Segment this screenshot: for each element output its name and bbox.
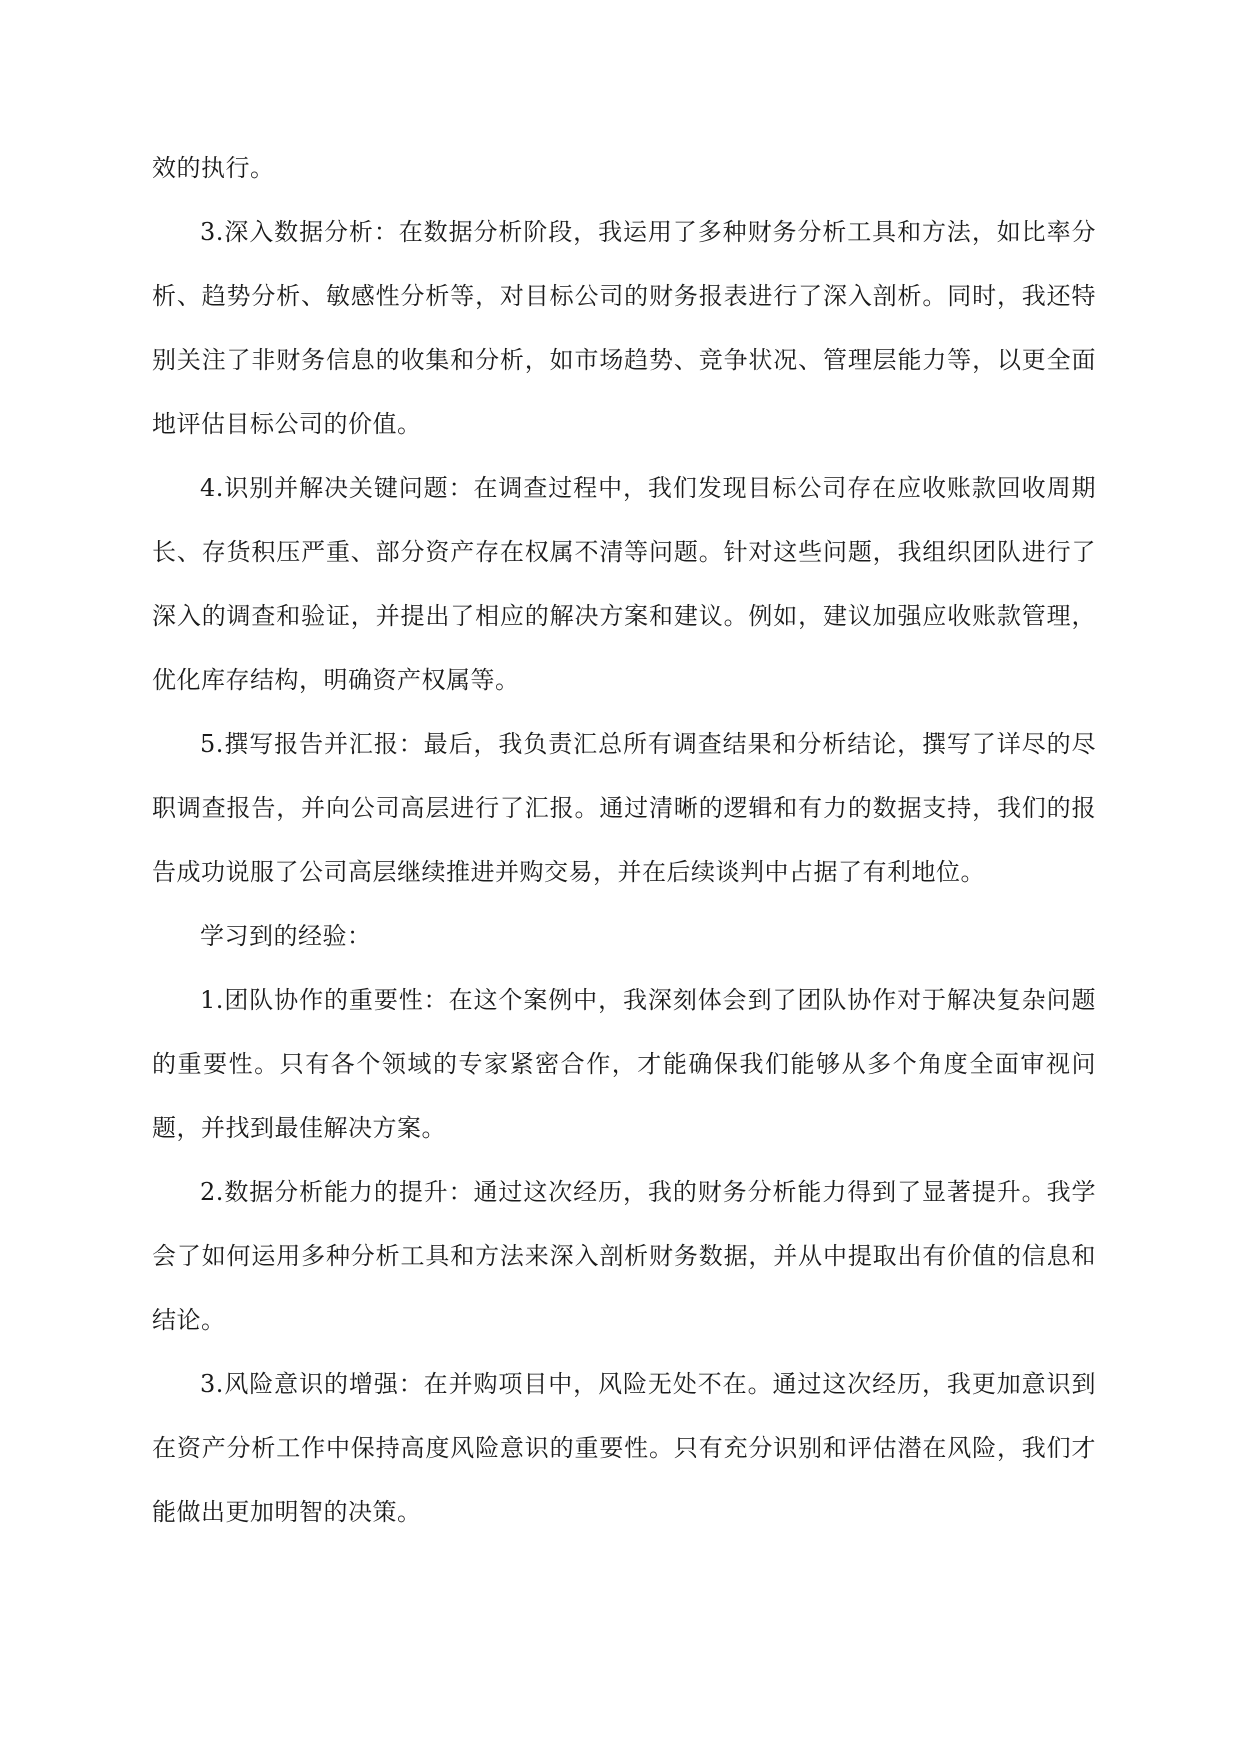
section-heading-lessons: 学习到的经验： [200,922,372,950]
paragraph-report: 5.撰写报告并汇报：最后，我负责汇总所有调查结果和分析结论，撰写了详尽的尽职调查报告，并向公司高层进行了汇报。通过清晰的逻辑和有力的数据支持，我们的报告成功说服了公司高层继续推进并购交易，并在后续谈判中占据了有利地位。 [152,730,1096,886]
paragraph-key-issues: 4.识别并解决关键问题：在调查过程中，我们发现目标公司存在应收账款回收周期长、存货积压严重、部分资产存在权属不清等问题。针对这些问题，我组织团队进行了深入的调查和验证，并提出了相应的解决方案和建议。例如，建议加强应收账款管理，优化库存结构，明确资产权属等。 [152,474,1096,694]
paragraph-risk-awareness: 3.风险意识的增强：在并购项目中，风险无处不在。通过这次经历，我更加意识到在资产分析工作中保持高度风险意识的重要性。只有充分识别和评估潜在风险，我们才能做出更加明智的决策。 [152,1370,1096,1526]
document-body [152,136,1096,1544]
paragraph-data-analysis: 3.深入数据分析：在数据分析阶段，我运用了多种财务分析工具和方法，如比率分析、趋势分析、敏感性分析等，对目标公司的财务报表进行了深入剖析。同时，我还特别关注了非财务信息的收集和分析，如市场趋势、竞争状况、管理层能力等，以更全面地评估目标公司的价值。 [152,218,1096,438]
paragraph-continuation: 效的执行。 [152,154,275,182]
paragraph-teamwork: 1.团队协作的重要性：在这个案例中，我深刻体会到了团队协作对于解决复杂问题的重要性。只有各个领域的专家紧密合作，才能确保我们能够从多个角度全面审视问题，并找到最佳解决方案。 [152,986,1096,1142]
paragraph-analysis-skill: 2.数据分析能力的提升：通过这次经历，我的财务分析能力得到了显著提升。我学会了如何运用多种分析工具和方法来深入剖析财务数据，并从中提取出有价值的信息和结论。 [152,1178,1096,1334]
